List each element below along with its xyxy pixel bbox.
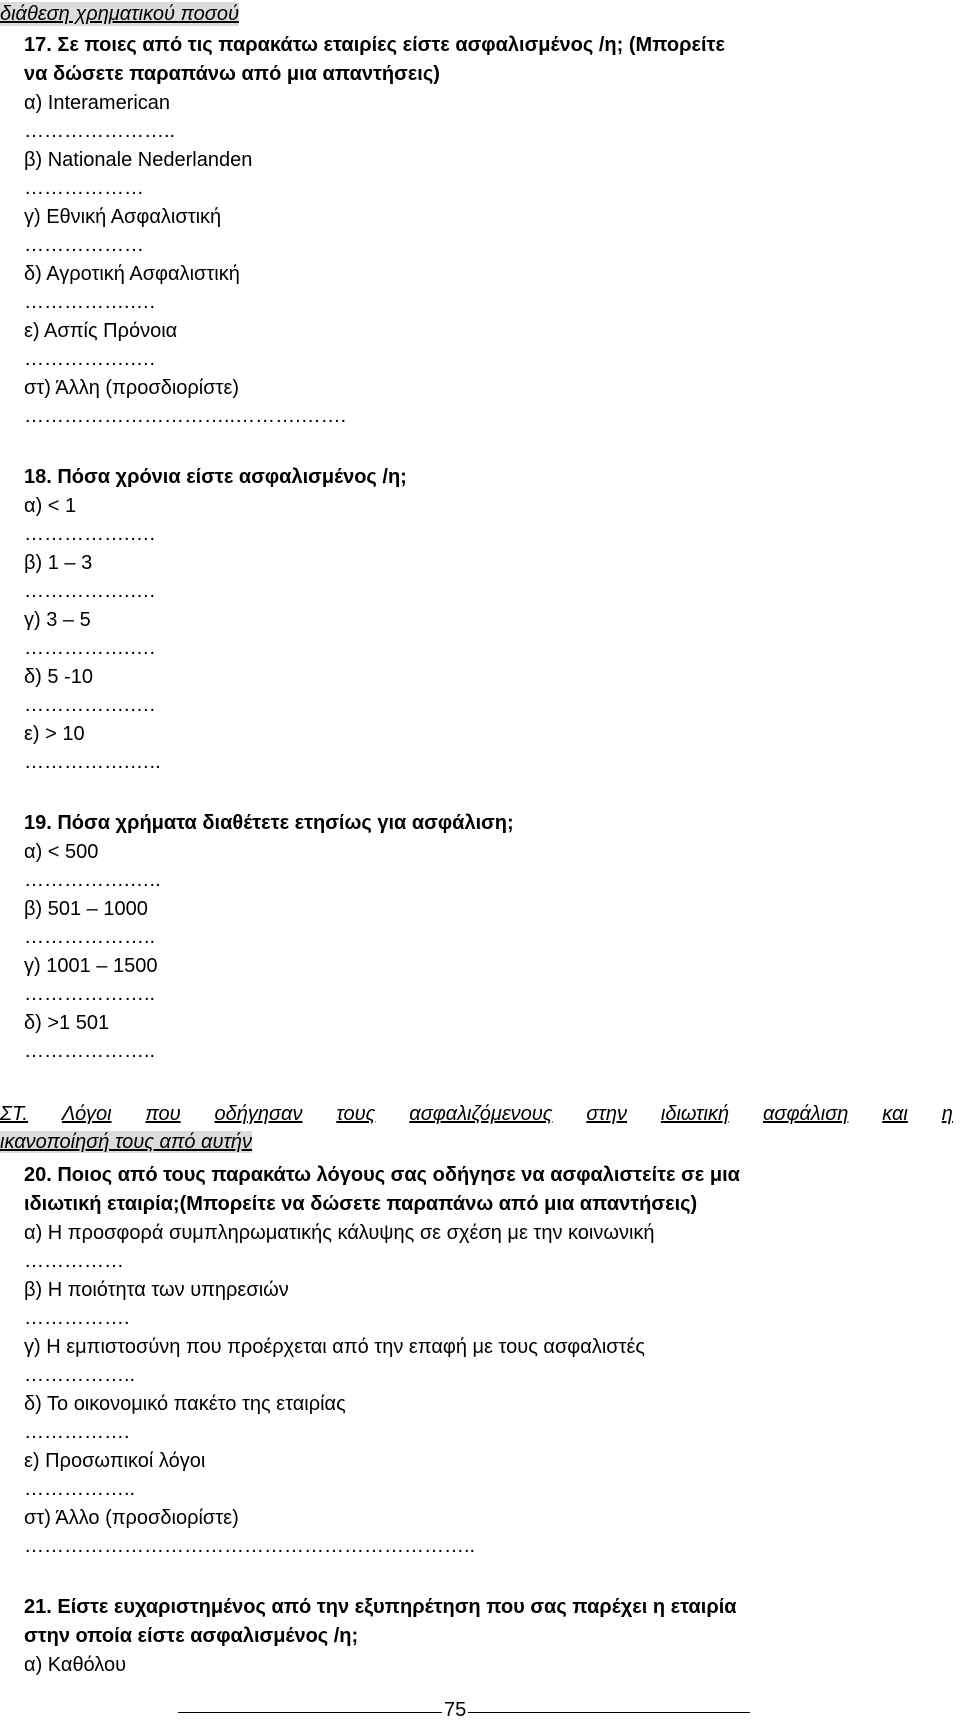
q19-answer-blank-b[interactable]: ……………….. — [24, 926, 156, 948]
question-20-title-cont: ιδιωτική εταιρία;(Μπορείτε να δώσετε παραπάνω από μια απαντήσεις) — [24, 1193, 698, 1215]
q20-answer-blank-c[interactable]: …………….. — [24, 1364, 136, 1386]
q18-option-d: δ) 5 -10 — [24, 666, 93, 688]
section-word: ΣΤ. — [0, 1103, 28, 1125]
section-word: η — [941, 1103, 953, 1125]
question-20-title: 20. Ποιος από τους παρακάτω λόγους σας οδήγησε να ασφαλιστείτε σε μια — [24, 1164, 740, 1186]
q18-option-b: β) 1 – 3 — [24, 552, 93, 574]
q17-answer-blank-d[interactable]: …………….…. — [24, 291, 156, 313]
q17-option-a: α) Interamerican — [24, 92, 171, 114]
continued-heading: διάθεση χρηματικού ποσού — [0, 3, 239, 25]
q18-answer-blank-d[interactable]: …………….…. — [24, 694, 156, 716]
q20-option-c: γ) Η εμπιστοσύνη που προέρχεται από την επαφή με τους ασφαλιστές — [24, 1336, 646, 1358]
q19-option-b: β) 501 – 1000 — [24, 898, 148, 920]
q20-option-e: ε) Προσωπικοί λόγοι — [24, 1450, 206, 1472]
q18-option-c: γ) 3 – 5 — [24, 609, 91, 631]
q17-option-e: ε) Ασπίς Πρόνοια — [24, 320, 178, 342]
q20-answer-blank-d[interactable]: ……………. — [24, 1421, 130, 1443]
question-17-title: 17. Σε ποιες από τις παρακάτω εταιρίες είστε ασφαλισμένος /η; (Μπορείτε — [24, 34, 725, 56]
q19-answer-blank-d[interactable]: ……………….. — [24, 1040, 156, 1062]
q19-answer-blank-c[interactable]: ……………….. — [24, 983, 156, 1005]
q17-option-b: β) Nationale Nederlanden — [24, 149, 253, 171]
q21-option-a: α) Καθόλου — [24, 1654, 127, 1676]
section-word: στην — [586, 1103, 628, 1125]
section-heading-line2: ικανοποίησή τους από αυτήν — [0, 1131, 253, 1153]
q19-option-a: α) < 500 — [24, 841, 99, 863]
q17-option-f: στ) Άλλη (προσδιορίστε) — [24, 377, 240, 399]
q18-answer-blank-c[interactable]: …………….…. — [24, 637, 156, 659]
question-17-title-cont: να δώσετε παραπάνω από μια απαντήσεις) — [24, 63, 440, 85]
q19-answer-blank-a[interactable]: …………….….. — [24, 869, 161, 891]
section-word: ασφαλιζόμενους — [409, 1103, 553, 1125]
section-heading-line1 — [0, 1100, 953, 1128]
q20-option-d: δ) Το οικονομικό πακέτο της εταιρίας — [24, 1393, 346, 1415]
q20-answer-blank-f[interactable]: ………………………………………………………….. — [24, 1535, 476, 1557]
section-word: ιδιωτική — [660, 1103, 730, 1125]
q20-answer-blank-e[interactable]: …………….. — [24, 1478, 136, 1500]
q17-option-c: γ) Εθνική Ασφαλιστική — [24, 206, 222, 228]
section-word: που — [145, 1103, 181, 1125]
q17-answer-blank-e[interactable]: …………….…. — [24, 348, 156, 370]
section-heading — [0, 1100, 953, 1156]
q19-option-d: δ) >1 501 — [24, 1012, 110, 1034]
section-word: οδήγησαν — [214, 1103, 303, 1125]
q17-answer-blank-b[interactable]: ……………… — [24, 177, 144, 199]
q20-option-f: στ) Άλλο (προσδιορίστε) — [24, 1507, 239, 1529]
question-21-title-cont: στην οποία είστε ασφαλισμένος /η; — [24, 1625, 359, 1647]
section-word: τους — [336, 1103, 376, 1125]
q20-option-a: α) Η προσφορά συμπληρωματικής κάλυψης σε σχέση με την κοινωνική — [24, 1222, 655, 1244]
section-word: και — [882, 1103, 908, 1125]
q18-answer-blank-e[interactable]: …………….….. — [24, 751, 161, 773]
q18-answer-blank-a[interactable]: …………….…. — [24, 523, 156, 545]
section-word: ασφάλιση — [762, 1103, 849, 1125]
q17-option-d: δ) Αγροτική Ασφαλιστική — [24, 263, 240, 285]
q18-answer-blank-b[interactable]: …………….…. — [24, 580, 156, 602]
q20-answer-blank-b[interactable]: ……………. — [24, 1307, 130, 1329]
q20-answer-blank-a[interactable]: …………… — [24, 1250, 124, 1272]
q17-answer-blank-f[interactable]: …………………………..……….……. — [24, 405, 347, 427]
q19-option-c: γ) 1001 – 1500 — [24, 955, 158, 977]
question-21-title: 21. Είστε ευχαριστημένος από την εξυπηρέτηση που σας παρέχει η εταιρία — [24, 1596, 737, 1618]
section-word: Λόγοι — [61, 1103, 112, 1125]
q17-answer-blank-a[interactable]: ………………….. — [24, 120, 176, 142]
q20-option-b: β) Η ποιότητα των υπηρεσιών — [24, 1279, 289, 1301]
question-18-title: 18. Πόσα χρόνια είστε ασφαλισμένος /η; — [24, 466, 407, 488]
page-number: 75 — [444, 1699, 467, 1721]
q18-option-e: ε) > 10 — [24, 723, 85, 745]
q17-answer-blank-c[interactable]: ……………… — [24, 234, 144, 256]
q18-option-a: α) < 1 — [24, 495, 77, 517]
question-19-title: 19. Πόσα χρήματα διαθέτετε ετησίως για ασφάλιση; — [24, 812, 514, 834]
